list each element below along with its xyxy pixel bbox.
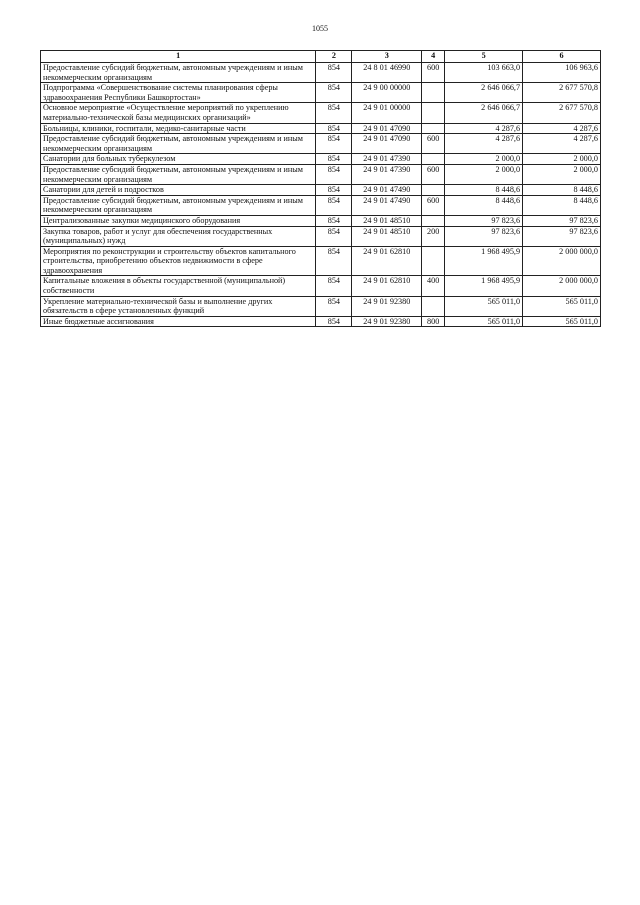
table-row [41, 164, 601, 184]
row-code-cell: 854 [316, 63, 352, 83]
row-name-cell: Предоставление субсидий бюджетным, автономным учреждениям и иным некоммерческим организациям [41, 195, 316, 215]
row-value-6-cell: 8 448,6 [523, 195, 601, 215]
row-code-cell: 854 [316, 164, 352, 184]
row-article-cell: 24 9 01 48510 [352, 215, 422, 226]
row-value-6-cell: 4 287,6 [523, 134, 601, 154]
row-type-cell [422, 154, 445, 165]
row-name-cell: Мероприятия по реконструкции и строительству объектов капитального строительства, приобретению объектов недвижимости в сфере здравоохранения [41, 246, 316, 276]
row-type-cell: 800 [422, 316, 445, 327]
table-row [41, 123, 601, 134]
row-type-cell: 400 [422, 276, 445, 296]
table-row [41, 215, 601, 226]
table-row [41, 296, 601, 316]
row-name-cell: Капитальные вложения в объекты государственной (муниципальной) собственности [41, 276, 316, 296]
row-value-5-cell: 565 011,0 [445, 296, 523, 316]
row-value-6-cell: 4 287,6 [523, 123, 601, 134]
row-article-cell: 24 9 01 47090 [352, 134, 422, 154]
row-article-cell: 24 9 01 92380 [352, 296, 422, 316]
table-row [41, 246, 601, 276]
row-article-cell: 24 9 01 47490 [352, 195, 422, 215]
row-value-6-cell: 2 000,0 [523, 154, 601, 165]
row-article-cell: 24 9 01 47390 [352, 164, 422, 184]
column-header: 4 [422, 51, 445, 63]
page-number: 1055 [312, 24, 328, 33]
row-code-cell: 854 [316, 103, 352, 123]
table-body [41, 63, 601, 327]
row-code-cell: 854 [316, 195, 352, 215]
table-row [41, 134, 601, 154]
row-type-cell [422, 215, 445, 226]
row-value-6-cell: 97 823,6 [523, 215, 601, 226]
table-row [41, 195, 601, 215]
column-header: 1 [41, 51, 316, 63]
row-type-cell [422, 296, 445, 316]
row-value-6-cell: 2 000,0 [523, 164, 601, 184]
row-article-cell: 24 9 01 47490 [352, 185, 422, 196]
row-value-5-cell: 4 287,6 [445, 134, 523, 154]
row-name-cell: Закупка товаров, работ и услуг для обеспечения государственных (муниципальных) нужд [41, 226, 316, 246]
row-article-cell: 24 9 00 00000 [352, 83, 422, 103]
row-name-cell: Основное мероприятие «Осуществление мероприятий по укреплению материально-технической базы медицинских организаций» [41, 103, 316, 123]
row-type-cell [422, 83, 445, 103]
row-type-cell [422, 185, 445, 196]
row-name-cell: Санатории для больных туберкулезом [41, 154, 316, 165]
row-name-cell: Укрепление материально-технической базы и выполнение других обязательств в сфере установленных функций [41, 296, 316, 316]
row-code-cell: 854 [316, 83, 352, 103]
row-type-cell: 600 [422, 164, 445, 184]
row-value-5-cell: 2 000,0 [445, 154, 523, 165]
row-value-6-cell: 565 011,0 [523, 296, 601, 316]
column-header: 6 [523, 51, 601, 63]
row-code-cell: 854 [316, 185, 352, 196]
row-name-cell: Иные бюджетные ассигнования [41, 316, 316, 327]
row-type-cell [422, 103, 445, 123]
row-name-cell: Предоставление субсидий бюджетным, автономным учреждениям и иным некоммерческим организациям [41, 164, 316, 184]
row-value-5-cell: 2 646 066,7 [445, 83, 523, 103]
row-value-6-cell: 2 677 570,8 [523, 103, 601, 123]
table-row [41, 63, 601, 83]
row-value-5-cell: 97 823,6 [445, 215, 523, 226]
column-header: 3 [352, 51, 422, 63]
row-article-cell: 24 8 01 46990 [352, 63, 422, 83]
row-name-cell: Предоставление субсидий бюджетным, автономным учреждениям и иным некоммерческим организациям [41, 63, 316, 83]
row-value-5-cell: 2 646 066,7 [445, 103, 523, 123]
row-name-cell: Больницы, клиники, госпитали, медико-санитарные части [41, 123, 316, 134]
table-row [41, 276, 601, 296]
row-value-5-cell: 1 968 495,9 [445, 276, 523, 296]
row-value-6-cell: 97 823,6 [523, 226, 601, 246]
row-value-5-cell: 97 823,6 [445, 226, 523, 246]
row-value-5-cell: 103 663,0 [445, 63, 523, 83]
row-type-cell: 600 [422, 195, 445, 215]
row-code-cell: 854 [316, 316, 352, 327]
row-name-cell: Предоставление субсидий бюджетным, автономным учреждениям и иным некоммерческим организациям [41, 134, 316, 154]
row-value-5-cell: 8 448,6 [445, 185, 523, 196]
row-article-cell: 24 9 01 00000 [352, 103, 422, 123]
table-row [41, 226, 601, 246]
row-article-cell: 24 9 01 48510 [352, 226, 422, 246]
row-article-cell: 24 9 01 92380 [352, 316, 422, 327]
row-value-5-cell: 8 448,6 [445, 195, 523, 215]
table-row [41, 316, 601, 327]
row-article-cell: 24 9 01 47090 [352, 123, 422, 134]
row-code-cell: 854 [316, 246, 352, 276]
column-header: 5 [445, 51, 523, 63]
table-header-row [41, 51, 601, 63]
row-code-cell: 854 [316, 215, 352, 226]
budget-table [40, 50, 601, 327]
row-article-cell: 24 9 01 62810 [352, 246, 422, 276]
row-value-5-cell: 2 000,0 [445, 164, 523, 184]
table-row [41, 154, 601, 165]
table-row [41, 185, 601, 196]
row-code-cell: 854 [316, 134, 352, 154]
row-value-5-cell: 1 968 495,9 [445, 246, 523, 276]
row-value-6-cell: 2 000 000,0 [523, 276, 601, 296]
row-article-cell: 24 9 01 47390 [352, 154, 422, 165]
row-value-6-cell: 2 677 570,8 [523, 83, 601, 103]
row-code-cell: 854 [316, 296, 352, 316]
row-code-cell: 854 [316, 276, 352, 296]
row-name-cell: Централизованные закупки медицинского оборудования [41, 215, 316, 226]
row-value-5-cell: 565 011,0 [445, 316, 523, 327]
row-code-cell: 854 [316, 154, 352, 165]
row-value-6-cell: 2 000 000,0 [523, 246, 601, 276]
row-value-6-cell: 8 448,6 [523, 185, 601, 196]
table-row [41, 103, 601, 123]
row-name-cell: Подпрограмма «Совершенствование системы планирования сферы здравоохранения Республики Башкортостан» [41, 83, 316, 103]
table-row [41, 83, 601, 103]
row-type-cell: 600 [422, 63, 445, 83]
row-type-cell [422, 246, 445, 276]
row-code-cell: 854 [316, 226, 352, 246]
row-value-6-cell: 106 963,6 [523, 63, 601, 83]
row-type-cell: 200 [422, 226, 445, 246]
row-article-cell: 24 9 01 62810 [352, 276, 422, 296]
row-value-6-cell: 565 011,0 [523, 316, 601, 327]
row-type-cell: 600 [422, 134, 445, 154]
row-name-cell: Санатории для детей и подростков [41, 185, 316, 196]
column-header: 2 [316, 51, 352, 63]
row-type-cell [422, 123, 445, 134]
row-value-5-cell: 4 287,6 [445, 123, 523, 134]
row-code-cell: 854 [316, 123, 352, 134]
